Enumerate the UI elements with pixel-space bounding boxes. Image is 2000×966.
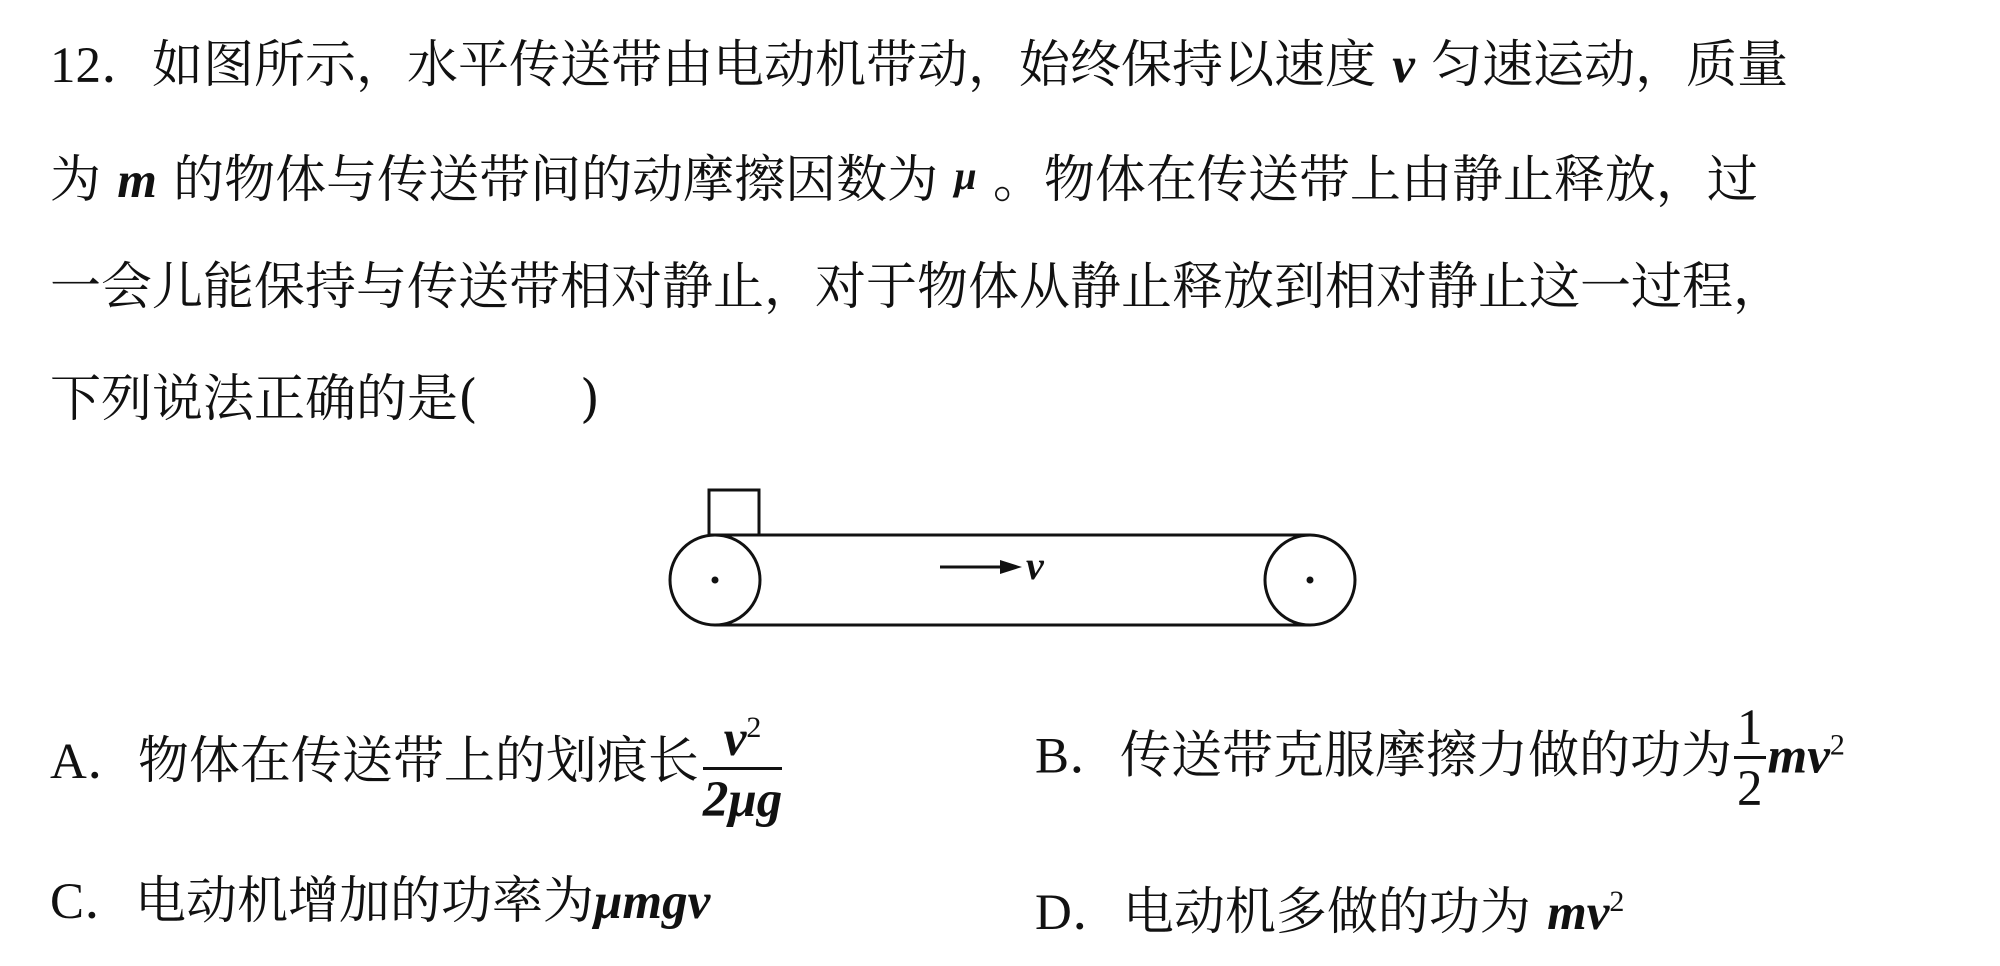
object-block (709, 490, 759, 535)
left-pulley-axle (712, 577, 719, 584)
option-d-formula: mv (1547, 885, 1610, 941)
var-mu: μ (954, 153, 977, 198)
question-text-1b: 匀速运动，质量 (1431, 36, 1789, 95)
question-line-1 (50, 36, 1788, 96)
question-line-4 (50, 370, 600, 430)
option-c-label: C． (50, 874, 136, 930)
option-b (1035, 700, 1845, 819)
option-a-text: 物体在传送带上的划痕长 (137, 732, 699, 791)
option-a-den: 2μg (702, 772, 783, 828)
conveyor-belt-figure (660, 480, 1380, 650)
question-text-2c: 。物体在传送带上由静止释放，过 (992, 151, 1758, 210)
velocity-label: v (1026, 543, 1044, 588)
var-m: m (117, 153, 157, 209)
option-b-tail: mv (1767, 728, 1830, 785)
option-b-num: 1 (1734, 700, 1766, 759)
option-b-label: B． (1035, 728, 1121, 785)
question-line-3 (50, 258, 1784, 318)
var-v: v (1392, 38, 1415, 94)
question-text-3: 一会儿能保持与传送带相对静止，对于物体从静止释放到相对静止这一过程， (50, 258, 1785, 317)
question-line-2 (50, 146, 1758, 211)
option-d-text: 电动机多做的功为 (1122, 883, 1531, 942)
option-d (1035, 872, 1624, 943)
option-b-den: 2 (1737, 761, 1763, 817)
option-a-num-exp: 2 (746, 711, 762, 744)
option-b-fraction (1734, 700, 1766, 819)
option-c-formula: μmgv (594, 874, 711, 930)
question-text-4: 下列说法正确的是( ) (50, 370, 600, 429)
option-d-label: D． (1035, 885, 1123, 941)
option-a-fraction (703, 700, 782, 830)
option-a-label: A． (50, 734, 138, 790)
option-c (50, 872, 710, 932)
option-b-tail-exp: 2 (1829, 728, 1845, 762)
option-c-text: 电动机增加的功率为 (135, 872, 595, 931)
velocity-arrowhead (1000, 560, 1022, 574)
question-text-2a: 为 (50, 151, 102, 210)
right-pulley-axle (1307, 577, 1314, 584)
question-text-2b: 的物体与传送带间的动摩擦因数为 (173, 151, 939, 210)
option-d-formula-exp: 2 (1609, 885, 1625, 918)
question-number: 12． (50, 38, 153, 94)
option-a (50, 700, 786, 830)
option-b-text: 传送带克服摩擦力做的功为 (1120, 726, 1733, 786)
question-text-1a: 如图所示，水平传送带由电动机带动，始终保持以速度 (152, 36, 1377, 95)
option-a-num: v (723, 711, 747, 767)
